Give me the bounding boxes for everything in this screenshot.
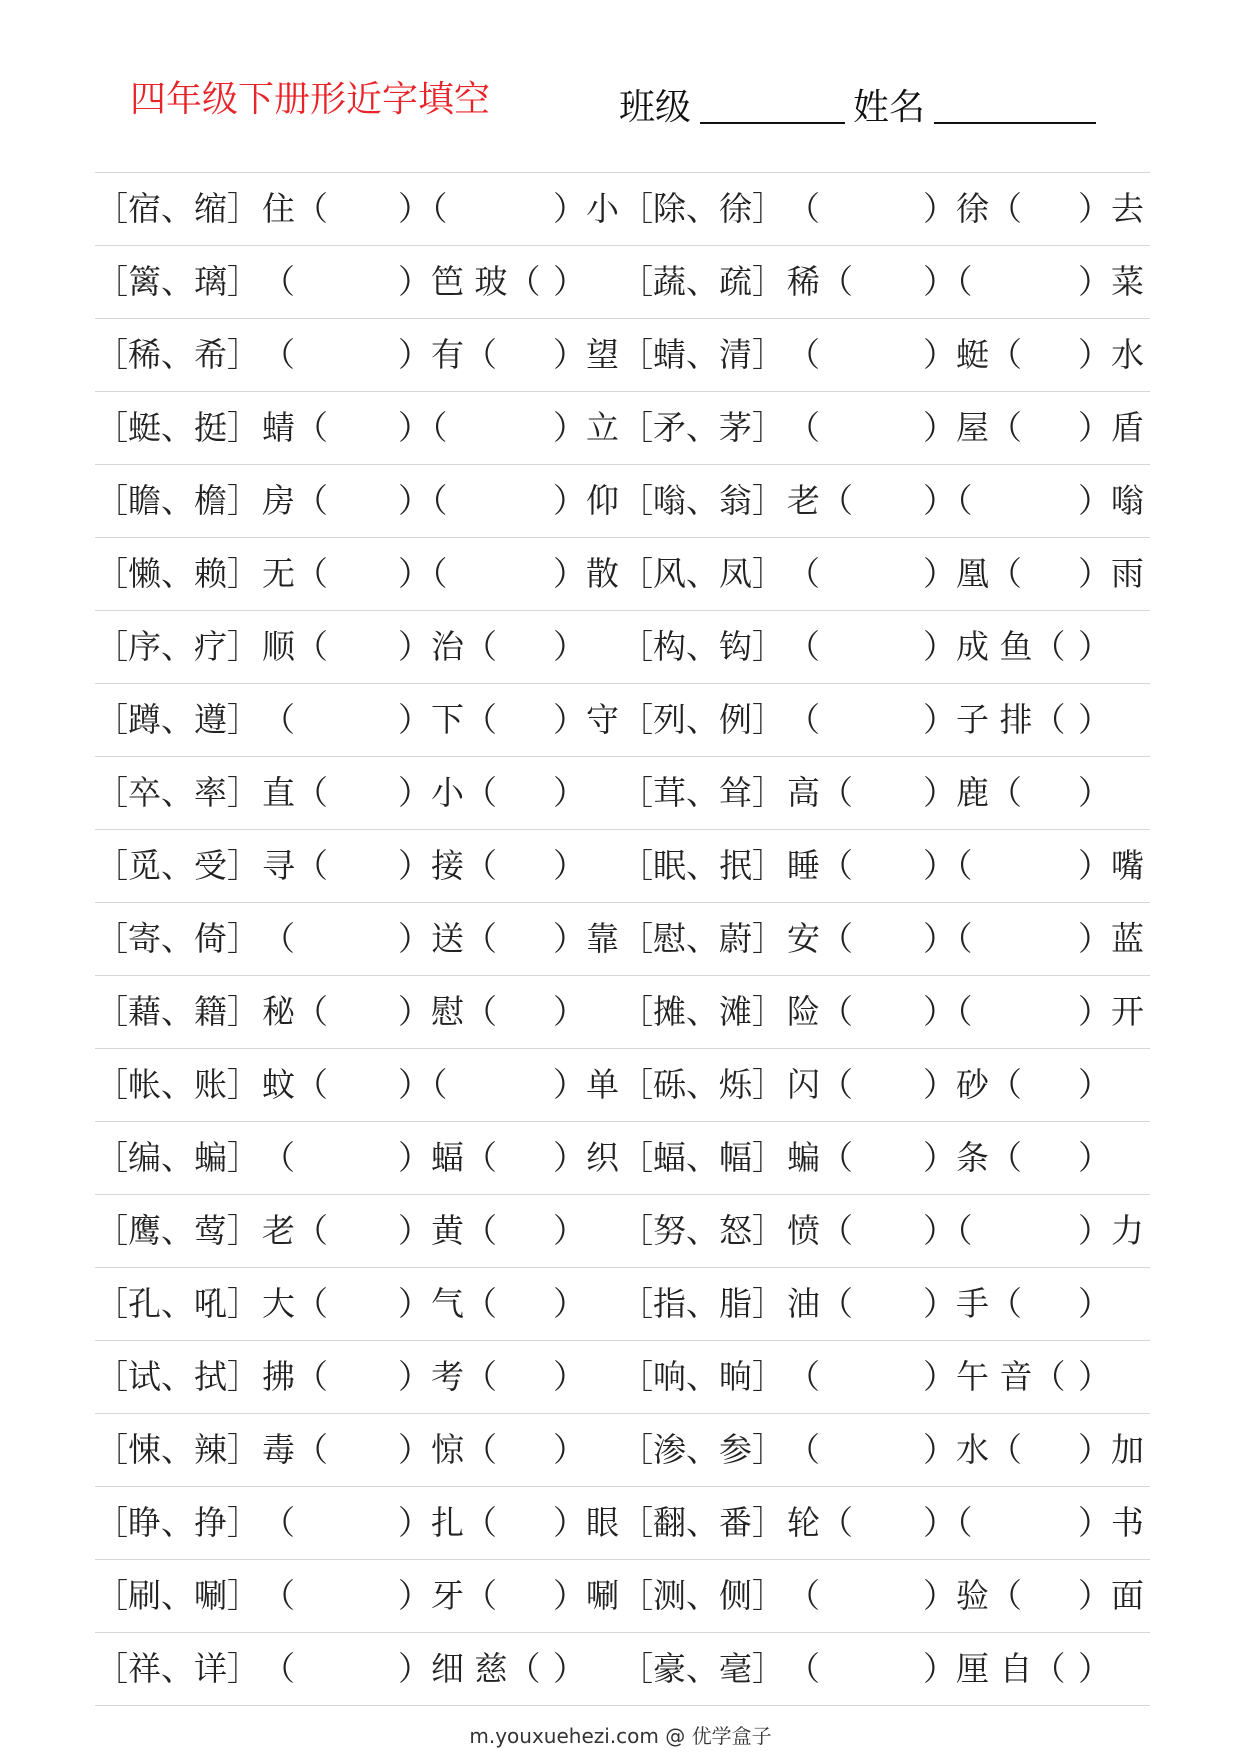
fill-blank-phrase[interactable]: ） (553, 1357, 586, 1396)
fill-blank-phrase[interactable]: ） (1078, 773, 1111, 812)
fill-blank-phrase[interactable]: 愤（ (787, 1211, 853, 1250)
fill-blank-phrase[interactable]: ）接（ (398, 846, 497, 885)
fill-blank-phrase[interactable]: （ (787, 335, 820, 374)
fill-blank-phrase[interactable]: ）嗡 (1078, 481, 1144, 520)
fill-blank-phrase[interactable]: ）唰 (553, 1576, 619, 1615)
fill-blank-phrase[interactable]: ） (1078, 1649, 1111, 1688)
fill-blank-phrase[interactable]: ）靠 (553, 919, 619, 958)
fill-blank-phrase[interactable]: ） (1078, 1138, 1111, 1177)
fill-blank-phrase[interactable]: ）（ (923, 992, 973, 1031)
exercise-row (95, 1632, 1150, 1706)
fill-blank-phrase[interactable]: （ (262, 1649, 295, 1688)
class-label: 班级 (619, 87, 692, 128)
fill-blank-phrase[interactable]: ） (1078, 1065, 1111, 1104)
fill-blank-phrase[interactable]: 住（ (262, 189, 328, 228)
exercise-row (95, 1121, 1150, 1194)
name-label: 姓名 (853, 87, 926, 128)
exercise-row (95, 683, 1150, 756)
fill-blank-phrase[interactable]: 安（ (787, 919, 853, 958)
fill-blank-phrase[interactable]: （ (262, 700, 295, 739)
fill-blank-phrase[interactable]: ）（ (923, 1503, 973, 1542)
character-pair: ［除、徐］ (620, 189, 785, 228)
fill-blank-phrase[interactable]: ）蝠（ (398, 1138, 497, 1177)
fill-blank-phrase[interactable]: ）去 (1078, 189, 1144, 228)
character-pair: ［渗、参］ (620, 1430, 785, 1469)
fill-blank-phrase[interactable]: ）水 (1078, 335, 1144, 374)
fill-blank-phrase[interactable]: （ (787, 189, 820, 228)
fill-blank-phrase[interactable]: ）（ (923, 262, 973, 301)
fill-blank-phrase[interactable]: 毒（ (262, 1430, 328, 1469)
character-pair: ［悚、辣］ (95, 1430, 260, 1469)
fill-blank-phrase[interactable]: ）加 (1078, 1430, 1144, 1469)
character-pair: ［响、晌］ (620, 1357, 785, 1396)
character-pair: ［慰、蔚］ (620, 919, 785, 958)
character-pair: ［试、拭］ (95, 1357, 260, 1396)
fill-blank-phrase[interactable]: ）验（ (923, 1576, 1022, 1615)
fill-blank-phrase[interactable]: ）单 (553, 1065, 619, 1104)
fill-blank-phrase[interactable]: （ (262, 1503, 295, 1542)
fill-blank-phrase[interactable]: ）小 (553, 189, 619, 228)
fill-blank-phrase[interactable]: ）屋（ (923, 408, 1022, 447)
fill-blank-phrase[interactable]: ）徐（ (923, 189, 1022, 228)
character-pair: ［觅、受］ (95, 846, 260, 885)
fill-blank-phrase[interactable]: ） (553, 1211, 586, 1250)
fill-blank-phrase[interactable]: ）砂（ (923, 1065, 1022, 1104)
fill-blank-phrase[interactable]: 轮（ (787, 1503, 853, 1542)
fill-blank-phrase[interactable]: ）（ (398, 408, 448, 447)
fill-blank-phrase[interactable]: （ (787, 700, 820, 739)
exercise-row (95, 902, 1150, 975)
fill-blank-phrase[interactable]: ）有（ (398, 335, 497, 374)
fill-blank-phrase[interactable]: （ (262, 1576, 295, 1615)
fill-blank-phrase[interactable]: ）慰（ (398, 992, 497, 1031)
exercise-row (95, 318, 1150, 391)
fill-blank-phrase[interactable]: ）小（ (398, 773, 497, 812)
footer-credit: m.youxuehezi.com @ 优学盒子 (469, 1724, 772, 1748)
fill-blank-phrase[interactable]: ）散 (553, 554, 619, 593)
fill-blank-phrase[interactable]: ）（ (923, 846, 973, 885)
fill-blank-phrase[interactable]: ）条（ (923, 1138, 1022, 1177)
fill-blank-phrase[interactable]: ） (553, 1284, 586, 1323)
fill-blank-phrase[interactable]: 高（ (787, 773, 853, 812)
fill-blank-phrase[interactable]: ）细 慈（ (398, 1649, 541, 1688)
fill-blank-phrase[interactable]: 无（ (262, 554, 328, 593)
fill-blank-phrase[interactable]: ）手（ (923, 1284, 1022, 1323)
character-pair: ［砾、烁］ (620, 1065, 785, 1104)
fill-blank-phrase[interactable]: ） (553, 773, 586, 812)
fill-blank-phrase[interactable]: 蜻（ (262, 408, 328, 447)
fill-blank-phrase[interactable]: ）治（ (398, 627, 497, 666)
character-pair: ［风、凤］ (620, 554, 785, 593)
exercise-row (95, 464, 1150, 537)
fill-blank-phrase[interactable]: ）牙（ (398, 1576, 497, 1615)
exercise-row (95, 172, 1150, 245)
fill-blank-phrase[interactable]: ）厘 自（ (923, 1649, 1066, 1688)
fill-blank-phrase[interactable]: ）（ (923, 481, 973, 520)
fill-blank-phrase[interactable]: ）午 音（ (923, 1357, 1066, 1396)
fill-blank-phrase[interactable]: ） (553, 992, 586, 1031)
fill-blank-phrase[interactable]: ）菜 (1078, 262, 1144, 301)
fill-blank-phrase[interactable]: ） (1078, 627, 1111, 666)
fill-blank-phrase[interactable]: ）成 鱼（ (923, 627, 1066, 666)
character-pair: ［帐、账］ (95, 1065, 260, 1104)
fill-blank-phrase[interactable]: （ (262, 1138, 295, 1177)
character-pair: ［翻、番］ (620, 1503, 785, 1542)
fill-blank-phrase[interactable]: 寻（ (262, 846, 328, 885)
character-pair: ［序、疗］ (95, 627, 260, 666)
character-pair: ［蹲、遵］ (95, 700, 260, 739)
fill-blank-phrase[interactable]: 油（ (787, 1284, 853, 1323)
exercise-row (95, 975, 1150, 1048)
fill-blank-phrase[interactable]: ）惊（ (398, 1430, 497, 1469)
fill-blank-phrase[interactable]: ） (1078, 1284, 1111, 1323)
character-pair: ［稀、希］ (95, 335, 260, 374)
fill-blank-phrase[interactable]: ）嘴 (1078, 846, 1144, 885)
fill-blank-phrase[interactable]: 房（ (262, 481, 328, 520)
name-blank-line[interactable] (934, 122, 1096, 124)
character-pair: ［测、侧］ (620, 1576, 785, 1615)
fill-blank-phrase[interactable]: （ (787, 1430, 820, 1469)
fill-blank-phrase[interactable]: 秘（ (262, 992, 328, 1031)
fill-blank-phrase[interactable]: ）气（ (398, 1284, 497, 1323)
fill-blank-phrase[interactable]: （ (787, 1357, 820, 1396)
fill-blank-phrase[interactable]: 老（ (262, 1211, 328, 1250)
character-pair: ［茸、耸］ (620, 773, 785, 812)
fill-blank-phrase[interactable]: （ (787, 1576, 820, 1615)
exercise-row (95, 1559, 1150, 1632)
character-pair: ［瞻、檐］ (95, 481, 260, 520)
exercise-row (95, 756, 1150, 829)
fill-blank-phrase[interactable]: ）黄（ (398, 1211, 497, 1250)
exercise-row (95, 1340, 1150, 1413)
character-pair: ［豪、毫］ (620, 1649, 785, 1688)
fill-blank-phrase[interactable]: ）（ (398, 481, 448, 520)
exercise-sheet (95, 172, 1150, 1706)
fill-blank-phrase[interactable]: （ (787, 1649, 820, 1688)
exercise-row (95, 245, 1150, 318)
exercise-row (95, 610, 1150, 683)
fill-blank-phrase[interactable]: ）仰 (553, 481, 619, 520)
fill-blank-phrase[interactable]: ）开 (1078, 992, 1144, 1031)
exercise-row (95, 1194, 1150, 1267)
fill-blank-phrase[interactable]: 睡（ (787, 846, 853, 885)
class-blank-line[interactable] (700, 122, 845, 124)
fill-blank-phrase[interactable]: 顺（ (262, 627, 328, 666)
fill-blank-phrase[interactable]: ）（ (923, 1211, 973, 1250)
fill-blank-phrase[interactable]: 险（ (787, 992, 853, 1031)
character-pair: ［宿、缩］ (95, 189, 260, 228)
fill-blank-phrase[interactable]: ）蓝 (1078, 919, 1144, 958)
fill-blank-phrase[interactable]: ）下（ (398, 700, 497, 739)
fill-blank-phrase[interactable]: ）（ (398, 1065, 448, 1104)
fill-blank-phrase[interactable]: ） (553, 262, 586, 301)
fill-blank-phrase[interactable]: ）望 (553, 335, 619, 374)
character-pair: ［睁、挣］ (95, 1503, 260, 1542)
exercise-row (95, 1413, 1150, 1486)
fill-blank-phrase[interactable]: 闪（ (787, 1065, 853, 1104)
fill-blank-phrase[interactable]: ）子 排（ (923, 700, 1066, 739)
character-pair: ［孔、吼］ (95, 1284, 260, 1323)
fill-blank-phrase[interactable]: ）（ (923, 919, 973, 958)
character-pair: ［努、怒］ (620, 1211, 785, 1250)
character-pair: ［编、蝙］ (95, 1138, 260, 1177)
fill-blank-phrase[interactable]: （ (262, 262, 295, 301)
exercise-row (95, 829, 1150, 902)
fill-blank-phrase[interactable]: 蝙（ (787, 1138, 853, 1177)
character-pair: ［矛、茅］ (620, 408, 785, 447)
character-pair: ［蜻、清］ (620, 335, 785, 374)
fill-blank-phrase[interactable]: ）（ (398, 554, 448, 593)
fill-blank-phrase[interactable]: ）立 (553, 408, 619, 447)
exercise-row (95, 537, 1150, 610)
character-pair: ［藉、籍］ (95, 992, 260, 1031)
character-pair: ［懒、赖］ (95, 554, 260, 593)
character-pair: ［蔬、疏］ (620, 262, 785, 301)
fill-blank-phrase[interactable]: 稀（ (787, 262, 853, 301)
character-pair: ［寄、倚］ (95, 919, 260, 958)
fill-blank-phrase[interactable]: ）面 (1078, 1576, 1144, 1615)
fill-blank-phrase[interactable]: ） (1078, 700, 1111, 739)
fill-blank-phrase[interactable]: 大（ (262, 1284, 328, 1323)
character-pair: ［篱、璃］ (95, 262, 260, 301)
character-pair: ［嗡、翁］ (620, 481, 785, 520)
character-pair: ［眠、抿］ (620, 846, 785, 885)
fill-blank-phrase[interactable]: ） (553, 846, 586, 885)
exercise-row (95, 1486, 1150, 1559)
fill-blank-phrase[interactable]: 拂（ (262, 1357, 328, 1396)
fill-blank-phrase[interactable]: ）眼 (553, 1503, 619, 1542)
exercise-row (95, 1048, 1150, 1121)
fill-blank-phrase[interactable]: ） (553, 1649, 586, 1688)
fill-blank-phrase[interactable]: ）书 (1078, 1503, 1144, 1542)
fill-blank-phrase[interactable]: 老（ (787, 481, 853, 520)
fill-blank-phrase[interactable]: （ (262, 919, 295, 958)
fill-blank-phrase[interactable]: （ (787, 408, 820, 447)
fill-blank-phrase[interactable]: ）盾 (1078, 408, 1144, 447)
character-pair: ［刷、唰］ (95, 1576, 260, 1615)
fill-blank-phrase[interactable]: ）扎（ (398, 1503, 497, 1542)
fill-blank-phrase[interactable]: ）守 (553, 700, 619, 739)
character-pair: ［卒、率］ (95, 773, 260, 812)
character-pair: ［蝠、幅］ (620, 1138, 785, 1177)
fill-blank-phrase[interactable]: ）力 (1078, 1211, 1144, 1250)
fill-blank-phrase[interactable]: ）雨 (1078, 554, 1144, 593)
fill-blank-phrase[interactable]: ）鹿（ (923, 773, 1022, 812)
fill-blank-phrase[interactable]: ）笆 玻（ (398, 262, 541, 301)
fill-blank-phrase[interactable]: 直（ (262, 773, 328, 812)
fill-blank-phrase[interactable]: ） (553, 627, 586, 666)
exercise-row (95, 1267, 1150, 1340)
fill-blank-phrase[interactable]: ）水（ (923, 1430, 1022, 1469)
character-pair: ［摊、滩］ (620, 992, 785, 1031)
character-pair: ［蜓、挺］ (95, 408, 260, 447)
fill-blank-phrase[interactable]: ） (1078, 1357, 1111, 1396)
character-pair: ［祥、详］ (95, 1649, 260, 1688)
fill-blank-phrase[interactable]: ）考（ (398, 1357, 497, 1396)
fill-blank-phrase[interactable]: ）（ (398, 189, 448, 228)
fill-blank-phrase[interactable]: （ (262, 335, 295, 374)
fill-blank-phrase[interactable]: ）织 (553, 1138, 619, 1177)
fill-blank-phrase[interactable]: ）凰（ (923, 554, 1022, 593)
character-pair: ［构、钩］ (620, 627, 785, 666)
fill-blank-phrase[interactable]: 蚊（ (262, 1065, 328, 1104)
page-title: 四年级下册形近字填空 (130, 79, 491, 120)
character-pair: ［列、例］ (620, 700, 785, 739)
exercise-row (95, 391, 1150, 464)
fill-blank-phrase[interactable]: ）送（ (398, 919, 497, 958)
character-pair: ［鹰、莺］ (95, 1211, 260, 1250)
character-pair: ［指、脂］ (620, 1284, 785, 1323)
fill-blank-phrase[interactable]: （ (787, 554, 820, 593)
fill-blank-phrase[interactable]: （ (787, 627, 820, 666)
fill-blank-phrase[interactable]: ） (553, 1430, 586, 1469)
fill-blank-phrase[interactable]: ）蜓（ (923, 335, 1022, 374)
